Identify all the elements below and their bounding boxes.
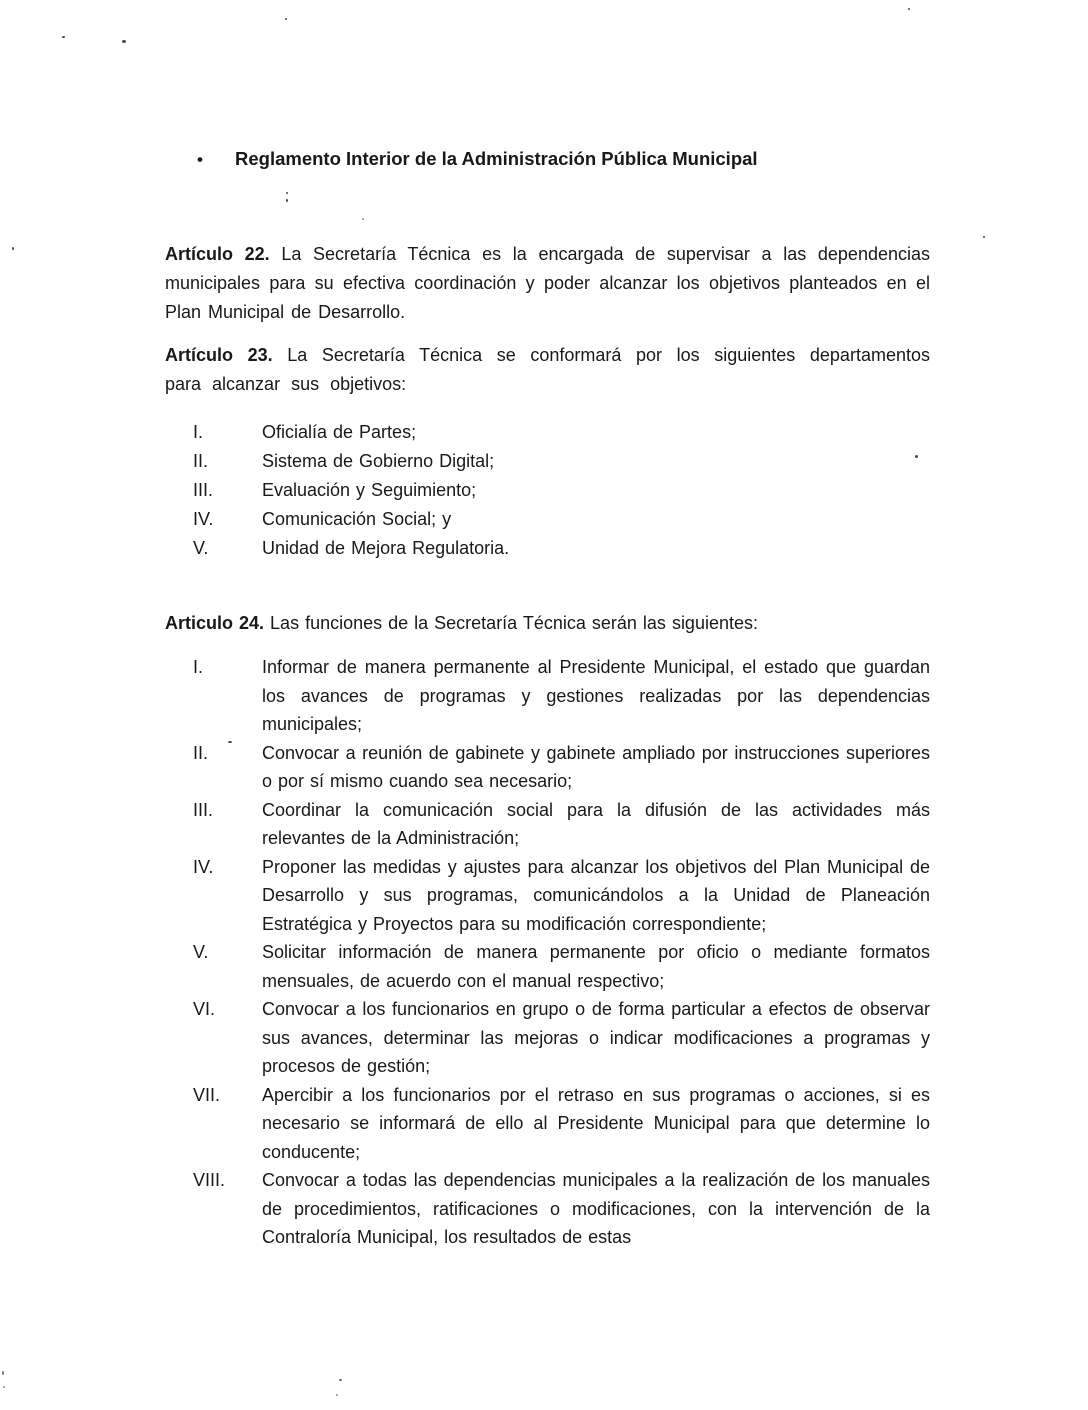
bullet-icon: • [197,150,203,169]
list-item [193,447,930,476]
list-item-numeral: VI. [193,999,216,1019]
list-item [193,505,930,534]
list-item-numeral: I. [193,422,204,442]
list-item-text: Coordinar la comunicación social para la difusión de las actividades más relevantes de la Administración; [262,799,930,848]
article-22-label: Artículo 22. [165,244,270,264]
list-item-numeral: IV. [193,509,214,529]
list-item-text: Informar de manera permanente al Presidente Municipal, el estado que guardan los avances de programas y gestiones realizadas por las dependencias municipales; [262,657,930,734]
scan-artifact [12,247,14,250]
list-item [193,853,930,939]
list-item-numeral: V. [193,942,209,962]
article-24-text: Las funciones de la Secretaría Técnica serán las siguientes: [270,613,758,633]
list-item-numeral: II. [193,742,209,763]
scan-artifact [336,1394,338,1396]
list-item-numeral: V. [193,538,209,558]
list-item-text: Comunicación Social; y [262,509,452,529]
list-item [193,534,930,563]
list-item-numeral: I. [193,657,204,677]
list-item [193,739,930,796]
list-item-numeral: VII. [193,1084,221,1105]
article-23-label: Artículo 23. [165,345,273,365]
list-item-numeral: III. [193,480,214,500]
article-24-paragraph [165,609,930,638]
article-23-paragraph [165,341,930,399]
article-24-label: Articulo 24. [165,613,265,633]
article-23-text: La Secretaría Técnica se conformará por los siguientes departamentos para alcanzar sus objetivos: [165,345,930,394]
list-item-text: Solicitar información de manera permanente por oficio o mediante formatos mensuales, de acuerdo con el manual respectivo; [262,942,930,991]
scan-artifact [3,1386,5,1388]
list-item [193,796,930,853]
scan-artifact [362,218,364,220]
article-22-paragraph [165,240,930,327]
list-item-numeral: II. [193,451,209,471]
list-item [193,418,930,447]
list-item [193,1166,930,1252]
list-item [193,1081,930,1167]
scan-artifact [122,40,126,43]
scan-artifact [983,236,985,238]
list-item-text: Oficialía de Partes; [262,422,417,442]
list-item-text: Convocar a todas las dependencias municipales a la realización de los manuales de procedimientos, ratificaciones o modificaciones, con la intervención de la Contraloría Municipal, los resultados de estas [262,1170,930,1247]
list-item-text: Convocar a los funcionarios en grupo o de forma particular a efectos de observar sus avances, determinar las mejoras o indicar modificaciones a programas y procesos de gestión; [262,999,930,1076]
list-item-text: Apercibir a los funcionarios por el retraso en sus programas o acciones, si es necesario se informará de ello al Presidente Municipal para que determine lo conducente; [262,1084,930,1162]
list-item-text: Evaluación y Seguimiento; [262,480,477,500]
scan-artifact [2,1371,4,1375]
scan-artifact [285,18,287,20]
list-item [193,476,930,505]
scan-artifact [908,8,910,10]
departments-list [193,418,930,563]
document-heading [165,144,930,174]
list-item [193,653,930,739]
list-item-text: Sistema de Gobierno Digital; [262,451,495,471]
list-item-numeral: III. [193,799,214,820]
list-item-text: Convocar a reunión de gabinete y gabinete ampliado por instrucciones superiores o por sí mismo cuando sea necesario; [262,742,930,791]
list-item-text: Unidad de Mejora Regulatoria. [262,538,510,558]
scan-artifact [339,1379,342,1381]
article-22-text: La Secretaría Técnica es la encargada de supervisar a las dependencias municipales para su efectiva coordinación y poder alcanzar los objetivos planteados en el Plan Municipal de Desarrollo. [165,244,930,322]
list-item-text: Proponer las medidas y ajustes para alcanzar los objetivos del Plan Municipal de Desarrollo y sus programas, comunicándolos a la Unidad de Planeación Estratégica y Proyectos para su modificación correspondiente; [262,856,930,934]
scan-artifact [286,192,288,194]
list-item [193,938,930,995]
functions-list [193,653,930,1252]
list-item-numeral: VIII. [193,1170,226,1190]
list-item-numeral: IV. [193,856,214,877]
scan-artifact [62,36,65,38]
scan-artifact [286,199,288,202]
document-heading-text: Reglamento Interior de la Administración Pública Municipal [235,148,758,169]
list-item [193,995,930,1081]
